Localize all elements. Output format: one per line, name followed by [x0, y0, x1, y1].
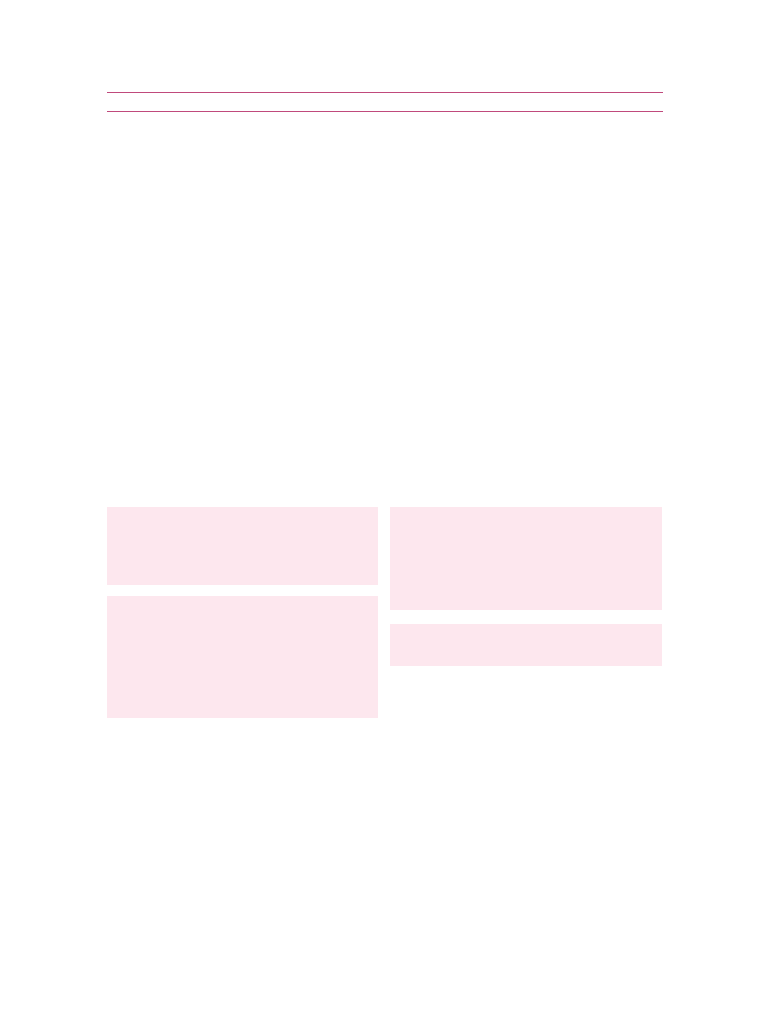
ecg-panel-b: [107, 596, 378, 718]
paragraph-pcs: [107, 129, 663, 165]
paragraph-pcs-secundario: [107, 434, 663, 452]
header-rule-top: [107, 92, 663, 93]
ecg-svg-c: [390, 507, 662, 610]
ecg-panel-a: [107, 507, 378, 585]
ecg-svg-a: [107, 507, 378, 585]
paragraph-mcs: [107, 201, 663, 219]
paragraph-pcs-primario: [107, 255, 663, 399]
ecg-svg-b: [107, 596, 378, 718]
ecg-panel-d: [390, 624, 662, 666]
paragraph-mecanismos: [107, 755, 663, 899]
ecg-svg-d: [390, 624, 662, 666]
ecg-panel-c: [390, 507, 662, 610]
header-rule-bottom: [107, 111, 663, 112]
